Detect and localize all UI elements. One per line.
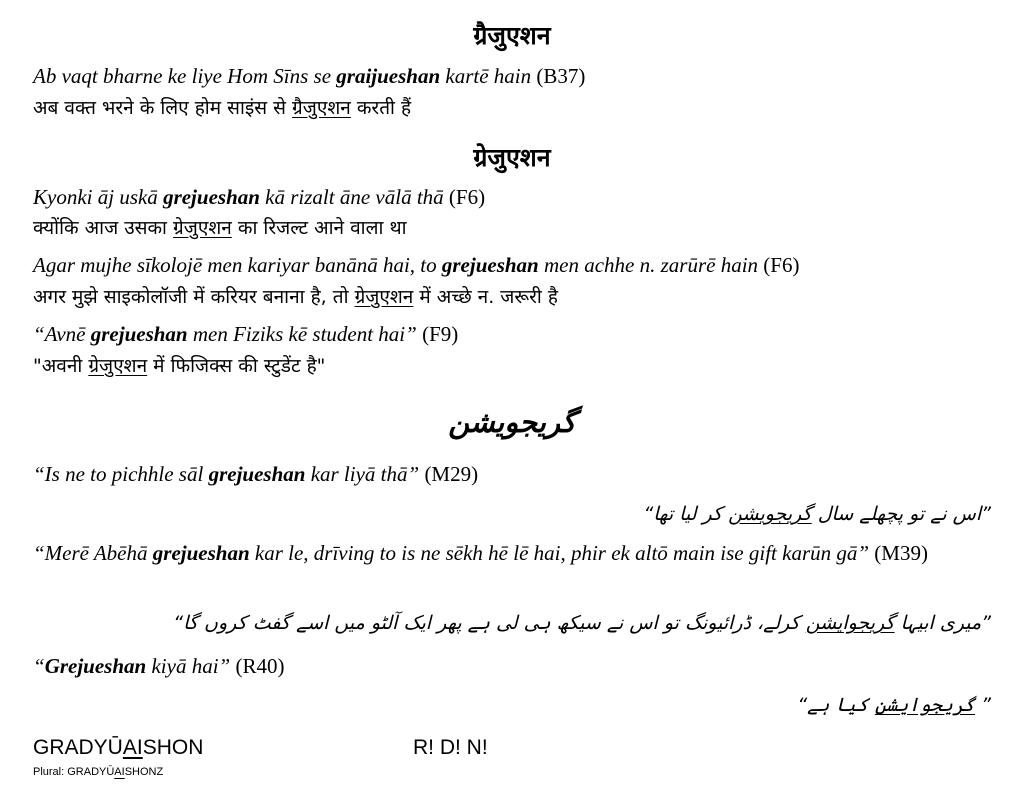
keyword-underlined: گریجوایشن (805, 612, 895, 634)
example-roman: “Grejueshan kiyā hai” (R40) (33, 654, 285, 678)
example-text: Ab vaqt bharne ke liye Hom Sīns se (33, 64, 337, 88)
keyword: grejueshan (441, 253, 539, 277)
example-urdu: ”اس نے تو پچھلے سال گریجویشن کر لیا تھا“ (643, 503, 991, 525)
stress-underlined: AI (114, 766, 125, 778)
keyword: grejueshan (163, 185, 260, 209)
keyword-underlined: ग्रेजुएशन (88, 355, 148, 377)
keyword: grejueshan (90, 322, 188, 346)
keyword-underlined: گریجوایشن (874, 694, 976, 716)
example-devanagari: क्योंकि आज उसका ग्रेजुएशन का रिजल्ट आने वाला था (33, 217, 407, 239)
keyword: grejueshan (152, 541, 250, 565)
source-code: (F9) (416, 322, 459, 346)
heading-devanagari-graijueshan: ग्रैजुएशन (473, 21, 551, 50)
source-code: (M29) (419, 462, 479, 486)
gloss-word: GRADYŪAISHON (33, 736, 204, 759)
source-code: (B37) (531, 64, 586, 88)
stress-underlined: AI (122, 736, 143, 759)
keyword: graijueshan (336, 64, 441, 88)
heading-urdu-grejueshan: گریجویشن (448, 405, 576, 439)
example-urdu: ”میری ابیہا گریجوایشن کرلے، ڈرائیونگ تو اس نے سیکھ ہی لی ہے پھر ایک آلٹو میں اسے گفٹ کروں گا“ (173, 612, 991, 634)
example-devanagari: "अवनी ग्रेजुएशन में फिजिक्स की स्टुडेंट है" (33, 355, 326, 377)
example-roman: “Merē Abēhā grejueshan kar le, drīving to is ne sēkh hē lē hai, phir ek altō main ise gift karūn gā” (M39) (33, 541, 928, 565)
example-roman (33, 64, 585, 89)
gloss-plural: Plural: GRADYŪAISHONZ (33, 766, 164, 778)
source-code: (M39) (869, 541, 928, 565)
gloss-codes: R! D! N! (413, 736, 488, 759)
keyword: grejueshan (208, 462, 306, 486)
source-code: (F6) (758, 253, 800, 277)
example-text: kartē hain (440, 64, 532, 88)
example-urdu: ” گریجوایشن کیا ہے“ (797, 694, 991, 716)
example-devanagari: अब वक्त भरने के लिए होम साइंस से ग्रैजुएशन करती हैं (33, 97, 412, 119)
keyword-underlined: ग्रेजुएशन (173, 217, 232, 239)
keyword: Grejueshan (44, 654, 147, 678)
example-devanagari: अगर मुझे साइकोलॉजी में करियर बनाना है, तो ग्रेजुएशन में अच्छे न. जरूरी है (33, 286, 558, 308)
heading-devanagari-grejueshan: ग्रेजुएशन (473, 143, 551, 172)
keyword-underlined: ग्रैजुएशन (292, 97, 351, 119)
example-roman: Agar mujhe sīkolojē men kariyar banānā hai, to grejueshan men achhe n. zarūrē hain (F6) (33, 253, 800, 277)
keyword-underlined: گریجویشن (728, 503, 812, 525)
example-roman: Kyonki āj uskā grejueshan kā rizalt āne vālā thā (F6) (33, 185, 486, 209)
source-code: (F6) (443, 185, 486, 209)
example-roman: “Is ne to pichhle sāl grejueshan kar liyā thā” (M29) (33, 462, 479, 486)
keyword-underlined: ग्रेजुएशन (354, 286, 414, 308)
example-roman: “Avnē grejueshan men Fiziks kē student hai” (F9) (33, 322, 459, 346)
source-code: (R40) (230, 654, 285, 678)
